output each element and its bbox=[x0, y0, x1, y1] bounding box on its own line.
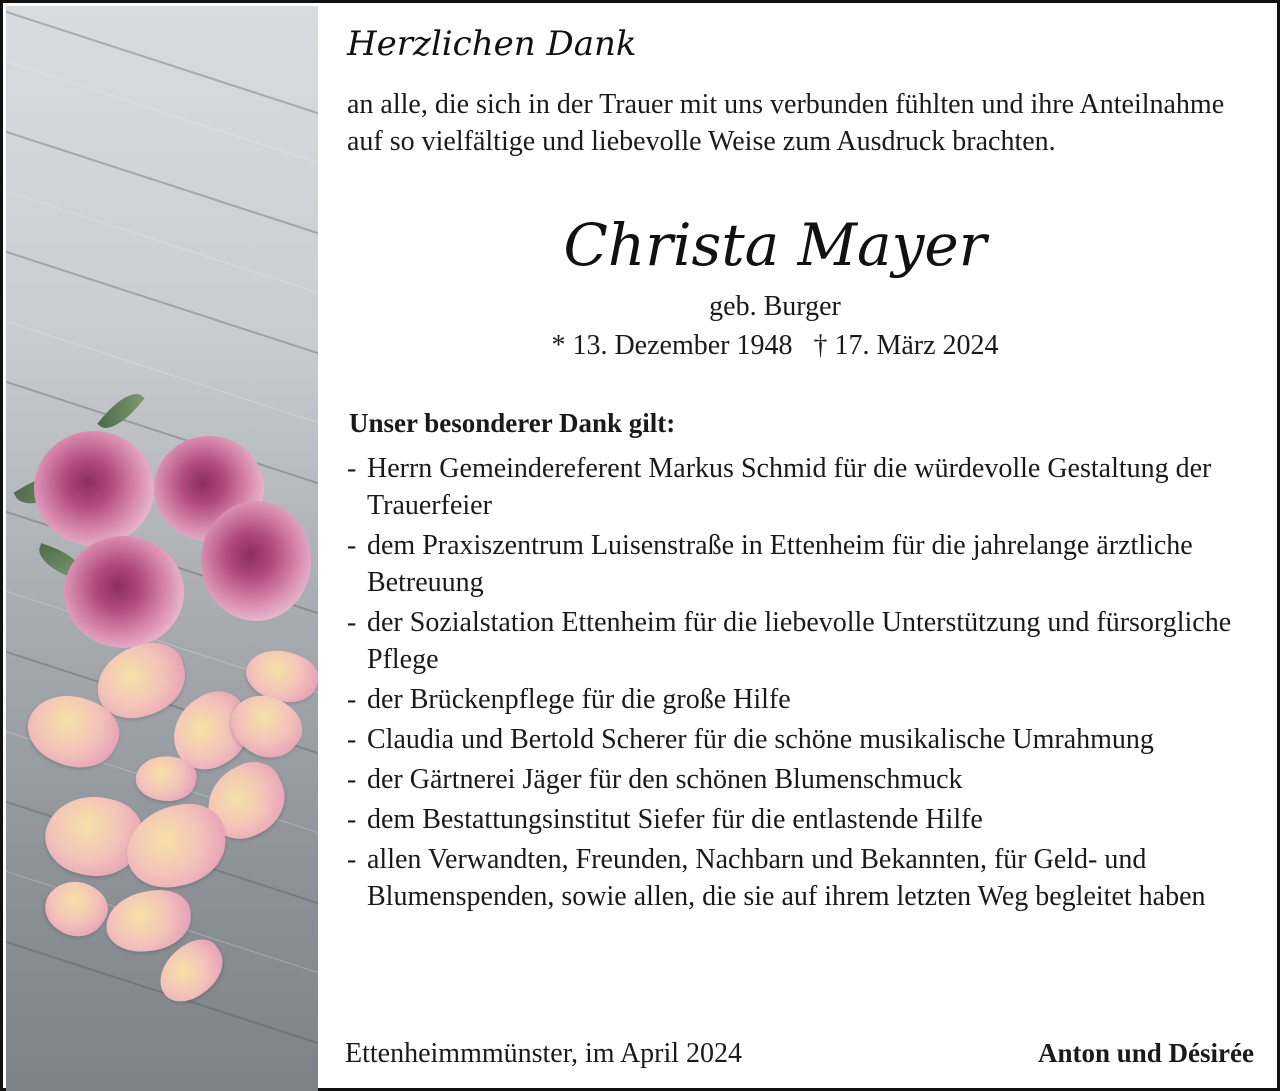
text-panel bbox=[319, 6, 1280, 1091]
list-item: - der Brückenpflege für die große Hilfe bbox=[347, 684, 791, 715]
list-item: - Claudia und Bertold Scherer für die schöne musikalische Umrahmung bbox=[347, 724, 1154, 755]
page-title: Herzlichen Dank bbox=[347, 24, 637, 64]
list-item: - dem Bestattungsinstitut Siefer für die entlastende Hilfe bbox=[347, 804, 983, 835]
thanks-heading: Unser besonderer Dank gilt: bbox=[349, 408, 676, 438]
rose-3 bbox=[201, 501, 311, 621]
birth-date: * 13. Dezember 1948 bbox=[551, 330, 793, 361]
list-item: - dem Praxiszentrum Luisenstraße in Ettenheim für die jahrelange ärztliche Betreuung bbox=[347, 530, 1193, 598]
life-dates bbox=[319, 330, 1231, 362]
roses-photo bbox=[6, 6, 318, 1091]
death-date: † 17. März 2024 bbox=[813, 330, 999, 361]
place-date: Ettenheimmmünster, im April 2024 bbox=[345, 1038, 743, 1069]
deceased-name: Christa Mayer bbox=[563, 211, 987, 279]
list-item: - der Gärtnerei Jäger für den schönen Blumenschmuck bbox=[347, 764, 963, 795]
rose-4 bbox=[64, 536, 184, 648]
intro-text: an alle, die sich in der Trauer mit uns verbunden fühlten und ihre Anteilnahme auf so vielfältige und liebevolle Weise zum Ausdruck brachten. bbox=[347, 89, 1225, 157]
thanks-list bbox=[347, 450, 1247, 918]
signature: Anton und Désirée bbox=[1037, 1038, 1254, 1068]
list-item: - allen Verwandten, Freunden, Nachbarn und Bekannten, für Geld- und Blumenspenden, sowie allen, die sie auf ihrem letzten Weg begleitet haben bbox=[347, 844, 1206, 912]
list-item: - der Sozialstation Ettenheim für die liebevolle Unterstützung und fürsorgliche Pflege bbox=[347, 607, 1232, 675]
maiden-name: geb. Burger bbox=[709, 291, 841, 322]
list-item: - Herrn Gemeindereferent Markus Schmid für die würdevolle Gestaltung der Trauerfeier bbox=[347, 453, 1212, 521]
rose-1 bbox=[34, 431, 154, 546]
